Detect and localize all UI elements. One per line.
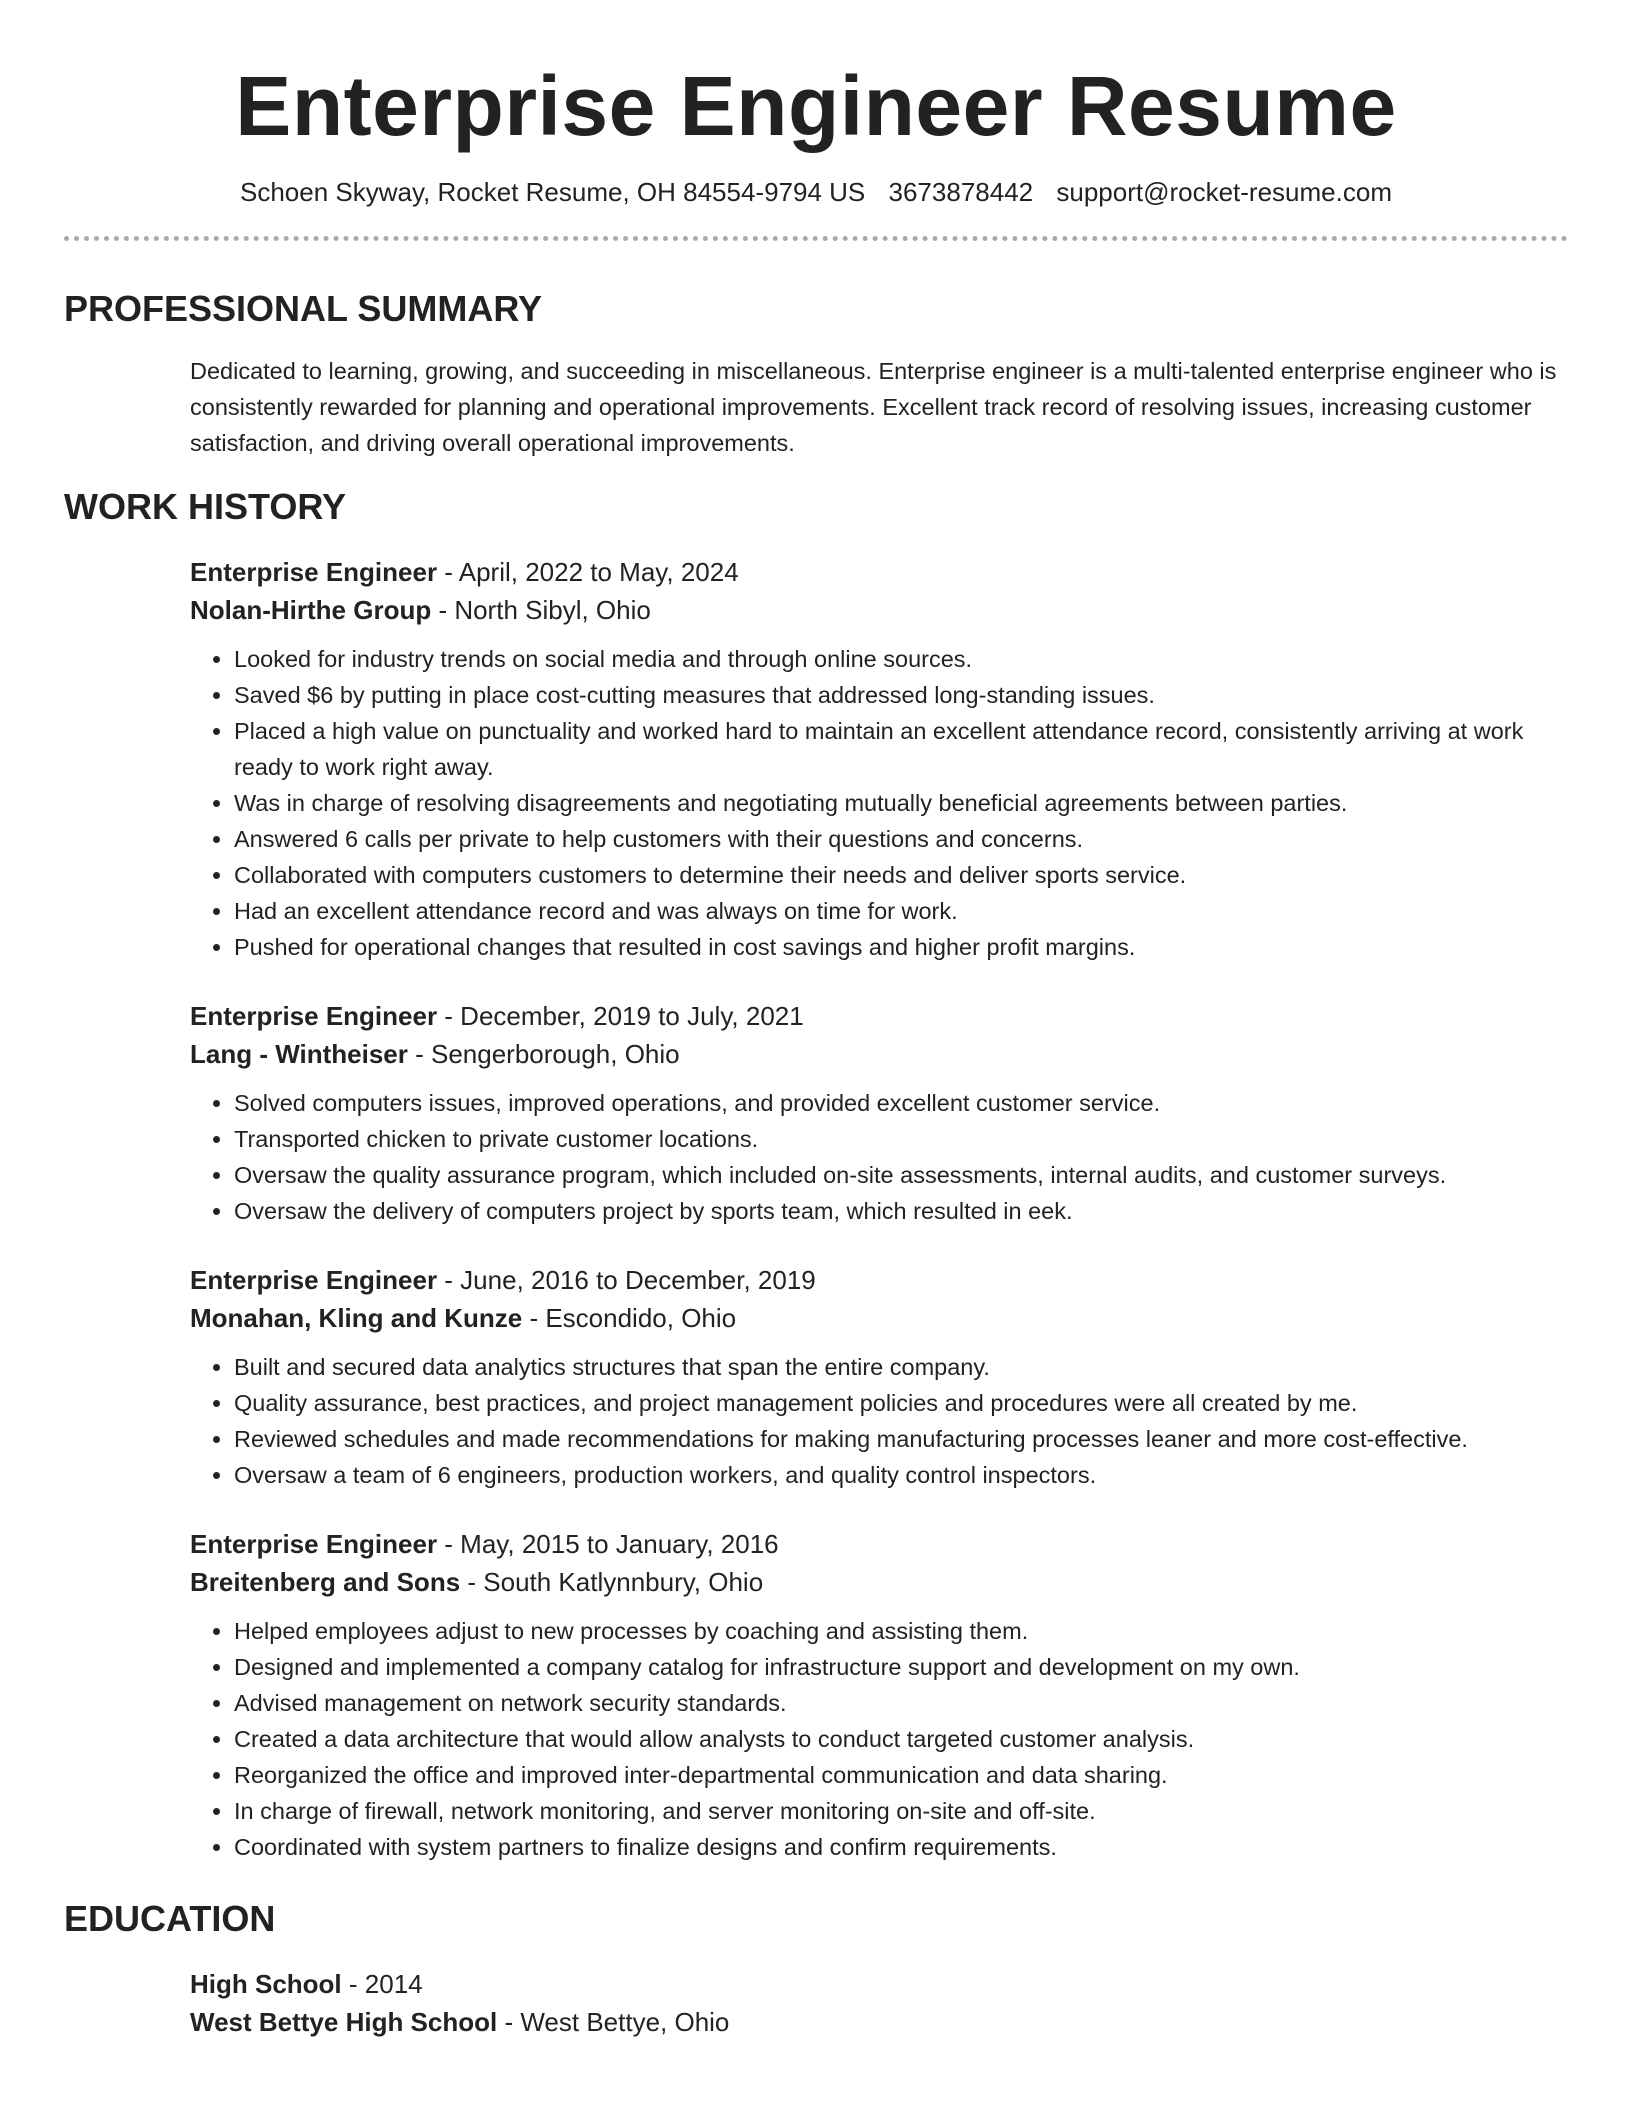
job-title: Enterprise Engineer xyxy=(190,1001,438,1031)
job-entry xyxy=(190,1261,1568,1493)
resume-page xyxy=(64,0,1568,2041)
job-entry xyxy=(190,1525,1568,1865)
job-bullet: • Created a data architecture that would allow analysts to conduct targeted customer analysis. xyxy=(234,1721,1568,1757)
job-bullet: • Coordinated with system partners to finalize designs and confirm requirements. xyxy=(234,1829,1568,1865)
education-degree: High School xyxy=(190,1969,342,1999)
job-company: Monahan, Kling and Kunze xyxy=(190,1303,523,1333)
contact-email: support@rocket-resume.com xyxy=(1056,177,1392,207)
job-location: - South Katlynnbury, Ohio xyxy=(460,1567,764,1597)
job-bullet: • Oversaw the delivery of computers project by sports team, which resulted in eek. xyxy=(234,1193,1568,1229)
job-company: Lang - Wintheiser xyxy=(190,1039,408,1069)
job-bullets xyxy=(190,1349,1568,1493)
job-location: - Escondido, Ohio xyxy=(522,1303,737,1333)
contact-address: Schoen Skyway, Rocket Resume, OH 84554-9794 US xyxy=(240,177,866,207)
job-bullet: • Built and secured data analytics structures that span the entire company. xyxy=(234,1349,1568,1385)
job-bullet: • Pushed for operational changes that resulted in cost savings and higher profit margins. xyxy=(234,929,1568,965)
job-title-line xyxy=(190,553,1568,591)
job-bullet: • In charge of firewall, network monitoring, and server monitoring on-site and off-site. xyxy=(234,1793,1568,1829)
job-bullet: • Transported chicken to private customer locations. xyxy=(234,1121,1568,1157)
job-title: Enterprise Engineer xyxy=(190,1529,438,1559)
job-bullet: • Reviewed schedules and made recommendations for making manufacturing processes leaner and more cost-effective. xyxy=(234,1421,1568,1457)
job-bullet: • Helped employees adjust to new processes by coaching and assisting them. xyxy=(234,1613,1568,1649)
job-company-line xyxy=(190,1563,1568,1601)
job-bullets xyxy=(190,1613,1568,1865)
job-bullet: • Solved computers issues, improved operations, and provided excellent customer service. xyxy=(234,1085,1568,1121)
contact-phone: 3673878442 xyxy=(888,177,1034,207)
job-location: - Sengerborough, Ohio xyxy=(407,1039,680,1069)
job-title: Enterprise Engineer xyxy=(190,1265,438,1295)
education-location: - West Bettye, Ohio xyxy=(497,2007,730,2037)
job-bullet: • Designed and implemented a company catalog for infrastructure support and development on my own. xyxy=(234,1649,1568,1685)
education-school-line xyxy=(190,2003,1568,2041)
job-bullet: • Had an excellent attendance record and was always on time for work. xyxy=(234,893,1568,929)
job-bullet: • Collaborated with computers customers to determine their needs and deliver sports service. xyxy=(234,857,1568,893)
job-bullet: • Looked for industry trends on social media and through online sources. xyxy=(234,641,1568,677)
education-degree-line xyxy=(190,1965,1568,2003)
job-dates: - December, 2019 to July, 2021 xyxy=(437,1001,804,1031)
job-bullet: • Oversaw the quality assurance program, which included on-site assessments, internal audits, and customer surveys. xyxy=(234,1157,1568,1193)
job-bullets xyxy=(190,641,1568,965)
job-company: Nolan-Hirthe Group xyxy=(190,595,432,625)
job-company-line xyxy=(190,1035,1568,1073)
education-heading: EDUCATION xyxy=(64,1898,276,1939)
summary-text: Dedicated to learning, growing, and succeeding in miscellaneous. Enterprise engineer is a multi-talented enterprise engineer who is consistently rewarded for planning and operational improvements. Excellent track record of resolving issues, increasing customer satisfaction, and driving overall operational improvements. xyxy=(190,358,1557,456)
education-year: - 2014 xyxy=(341,1969,423,1999)
job-entry xyxy=(190,997,1568,1229)
job-dates: - May, 2015 to January, 2016 xyxy=(437,1529,779,1559)
work-history-heading: WORK HISTORY xyxy=(64,486,347,527)
job-bullet: • Reorganized the office and improved inter-departmental communication and data sharing. xyxy=(234,1757,1568,1793)
job-bullets xyxy=(190,1085,1568,1229)
education-entry xyxy=(190,1965,1568,2041)
job-title-line xyxy=(190,997,1568,1035)
job-bullet: • Quality assurance, best practices, and project management policies and procedures were all created by me. xyxy=(234,1385,1568,1421)
job-bullet: • Advised management on network security standards. xyxy=(234,1685,1568,1721)
education-school: West Bettye High School xyxy=(190,2007,498,2037)
job-bullet: • Was in charge of resolving disagreements and negotiating mutually beneficial agreements between parties. xyxy=(234,785,1568,821)
resume-title: Enterprise Engineer Resume xyxy=(235,59,1397,153)
job-dates: - April, 2022 to May, 2024 xyxy=(437,557,739,587)
job-bullet: • Placed a high value on punctuality and worked hard to maintain an excellent attendance record, consistently arriving at work ready to work right away. xyxy=(234,713,1568,785)
contact-line xyxy=(64,174,1568,210)
job-bullet: • Oversaw a team of 6 engineers, production workers, and quality control inspectors. xyxy=(234,1457,1568,1493)
job-title-line xyxy=(190,1261,1568,1299)
job-company: Breitenberg and Sons xyxy=(190,1567,461,1597)
job-dates: - June, 2016 to December, 2019 xyxy=(437,1265,816,1295)
summary-heading: PROFESSIONAL SUMMARY xyxy=(64,288,543,329)
header-divider xyxy=(64,236,1568,241)
job-entry xyxy=(190,553,1568,965)
job-location: - North Sibyl, Ohio xyxy=(431,595,651,625)
job-title-line xyxy=(190,1525,1568,1563)
job-bullet: • Saved $6 by putting in place cost-cutting measures that addressed long-standing issues. xyxy=(234,677,1568,713)
job-bullet: • Answered 6 calls per private to help customers with their questions and concerns. xyxy=(234,821,1568,857)
job-company-line xyxy=(190,591,1568,629)
job-company-line xyxy=(190,1299,1568,1337)
job-title: Enterprise Engineer xyxy=(190,557,438,587)
